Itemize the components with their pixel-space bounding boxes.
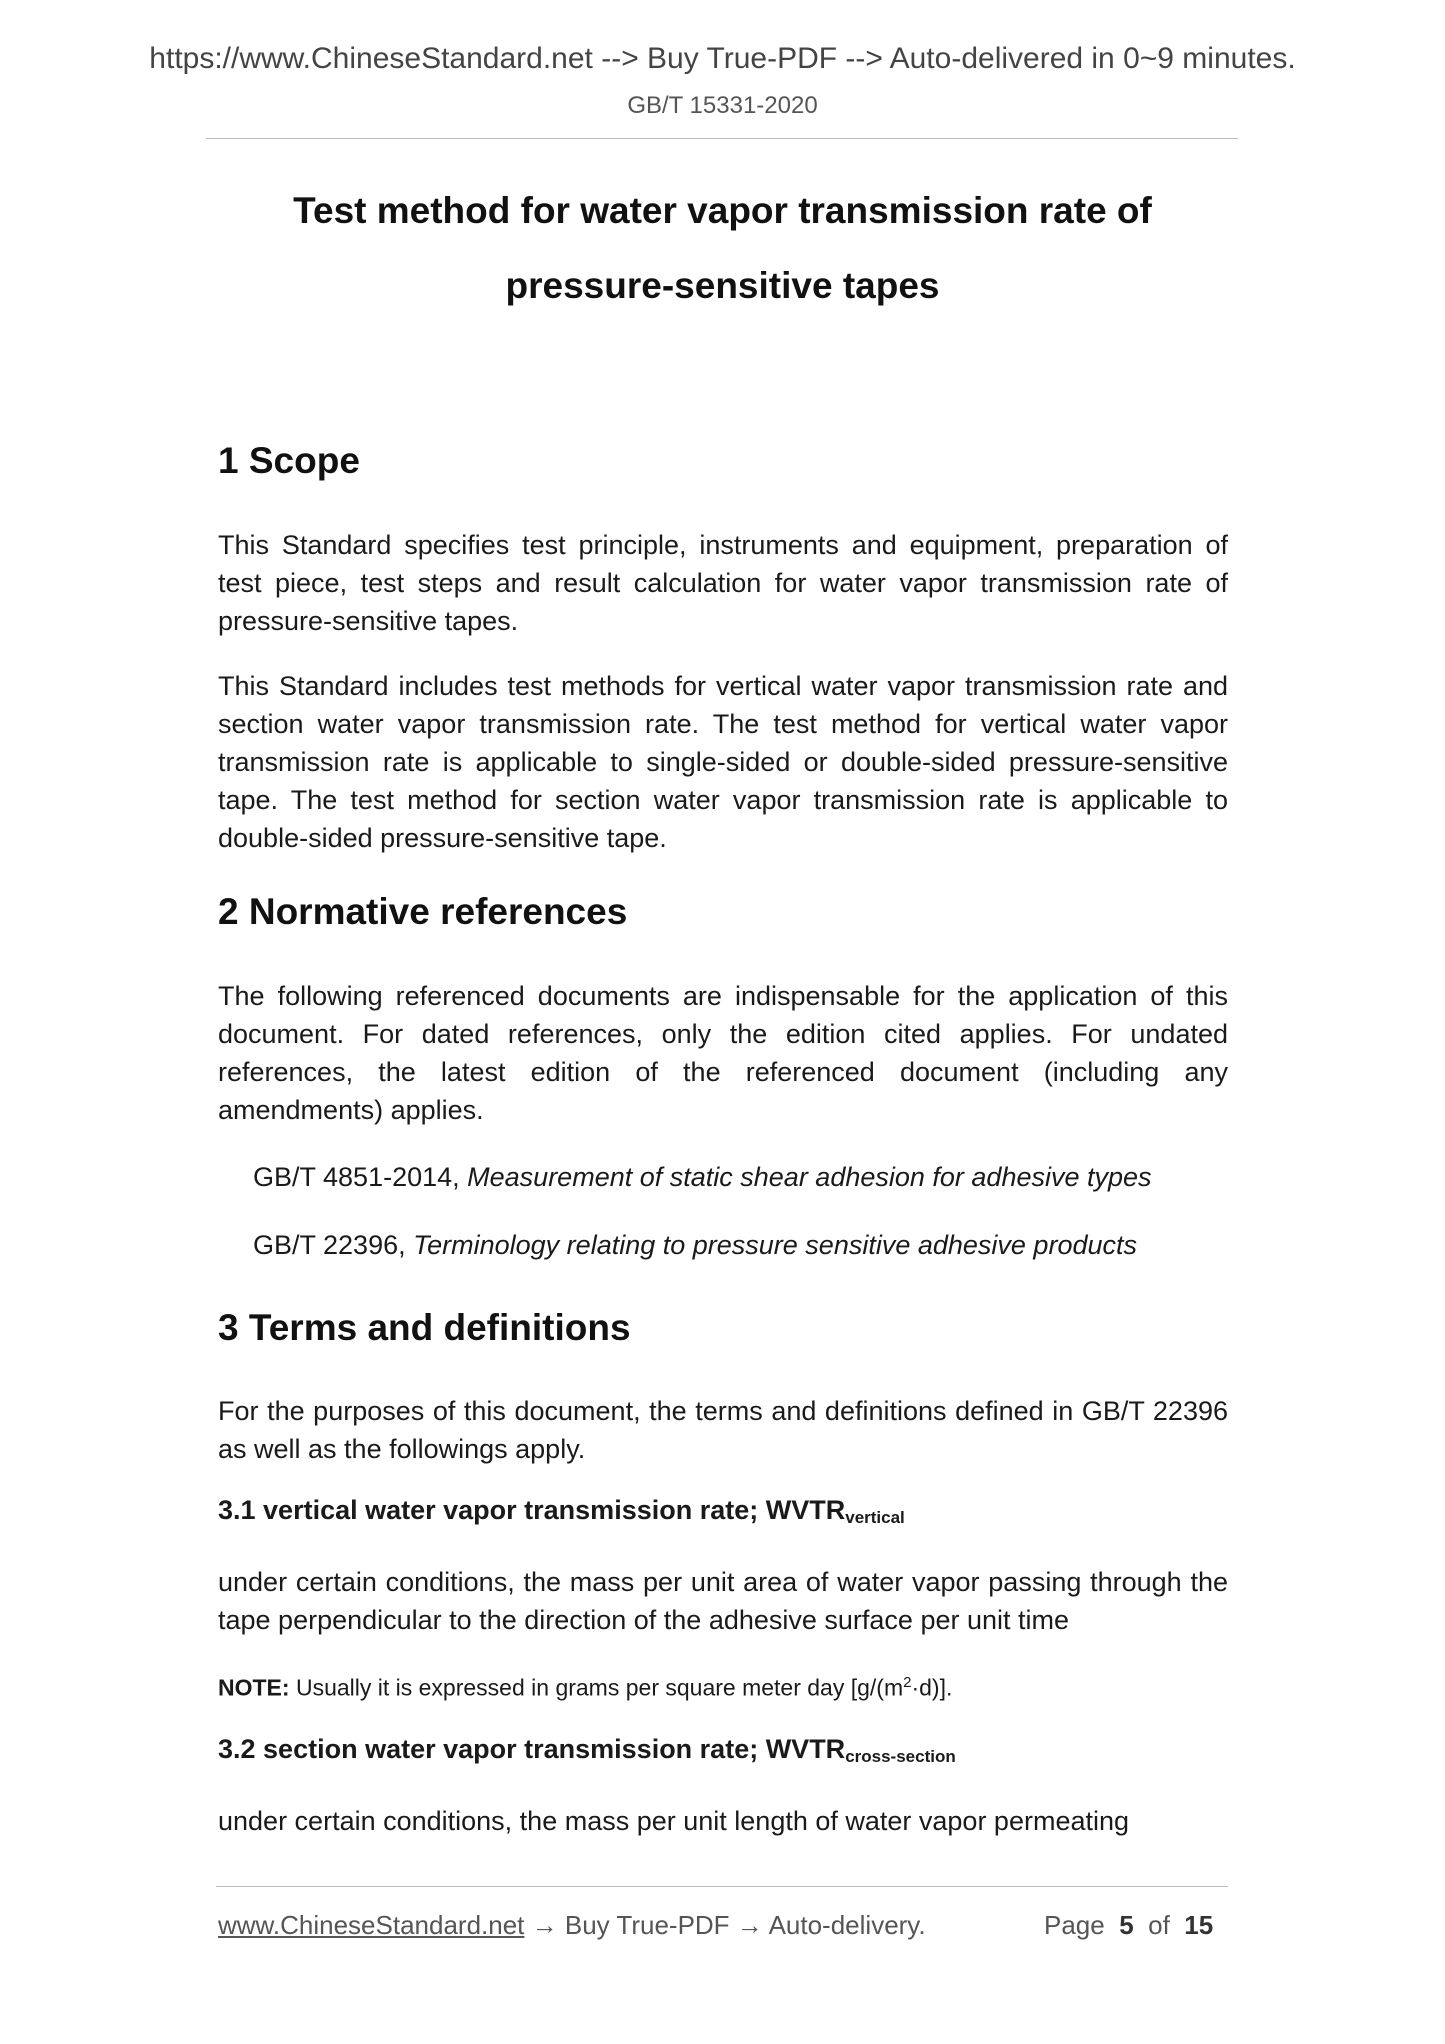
section-2-heading: 2 Normative references xyxy=(218,891,628,932)
document-title-line-1: Test method for water vapor transmission rate of xyxy=(293,190,1152,231)
references-paragraph: The following referenced documents are indispensable for the application of this document. For dated references, only the edition cited applies. For undated references, the latest edition of the referenced document (including any amendments) applies. xyxy=(218,981,1228,1125)
document-body xyxy=(218,440,1228,1840)
terms-intro-paragraph: For the purposes of this document, the terms and definitions defined in GB/T 22396 as well as the followings apply. xyxy=(218,1396,1228,1464)
reference-title: Terminology relating to pressure sensitive adhesive products xyxy=(413,1230,1137,1260)
scope-paragraph-1: This Standard specifies test principle, instruments and equipment, preparation of test piece, test steps and result calculation for water vapor transmission rate of pressure-sensitive tapes. xyxy=(218,530,1228,636)
header-doc-code: GB/T 15331-2020 xyxy=(627,92,818,119)
footer-divider xyxy=(216,1886,1228,1887)
reference-title: Measurement of static shear adhesion for adhesive types xyxy=(467,1162,1152,1192)
term-3-1-definition: under certain conditions, the mass per unit area of water vapor passing through the tape perpendicular to the direction of the adhesive surface per unit time xyxy=(218,1567,1228,1635)
footer-page-indicator: Page 5 of 15 xyxy=(1044,1910,1214,1940)
footer-left xyxy=(218,1910,926,1941)
reference-code: GB/T 4851-2014, xyxy=(253,1162,468,1192)
reference-item xyxy=(253,1226,1228,1264)
total-page-count: 15 xyxy=(1184,1910,1214,1940)
reference-code: GB/T 22396, xyxy=(253,1230,414,1260)
footer-tagline: → Buy True-PDF → Auto-delivery. xyxy=(524,1910,926,1940)
section-3-heading: 3 Terms and definitions xyxy=(218,1307,631,1348)
document-title-line-2: pressure-sensitive tapes xyxy=(505,265,940,306)
footer-site-link[interactable]: www.ChineseStandard.net xyxy=(218,1910,525,1940)
term-3-1-heading: 3.1 vertical water vapor transmission rate; $WVTR_{vertical}$ xyxy=(218,1495,905,1527)
current-page-number: 5 xyxy=(1119,1910,1134,1940)
term-3-2-heading: 3.2 section water vapor transmission rate; $WVTR_{cross-section}$ xyxy=(218,1733,956,1766)
term-3-2-definition: under certain conditions, the mass per unit length of water vapor permeating xyxy=(218,1805,1130,1836)
reference-item xyxy=(253,1158,1228,1196)
scope-paragraph-2: This Standard includes test methods for vertical water vapor transmission rate and section water vapor transmission rate. The test method for vertical water vapor transmission rate is applicable to single-sided or double-sided pressure-sensitive tape. The test method for section water vapor transmission rate is applicable to double-sided pressure-sensitive tape. xyxy=(218,671,1228,853)
header-url-line: https://www.ChineseStandard.net --> Buy True-PDF --> Auto-delivered in 0~9 minutes. xyxy=(149,42,1296,75)
term-3-1-note: NOTE: Usually it is expressed in grams per square meter day $[g/(m^2\cdot d)]$. xyxy=(218,1674,953,1701)
section-1-heading: 1 Scope xyxy=(218,440,360,481)
header-divider xyxy=(206,138,1238,139)
